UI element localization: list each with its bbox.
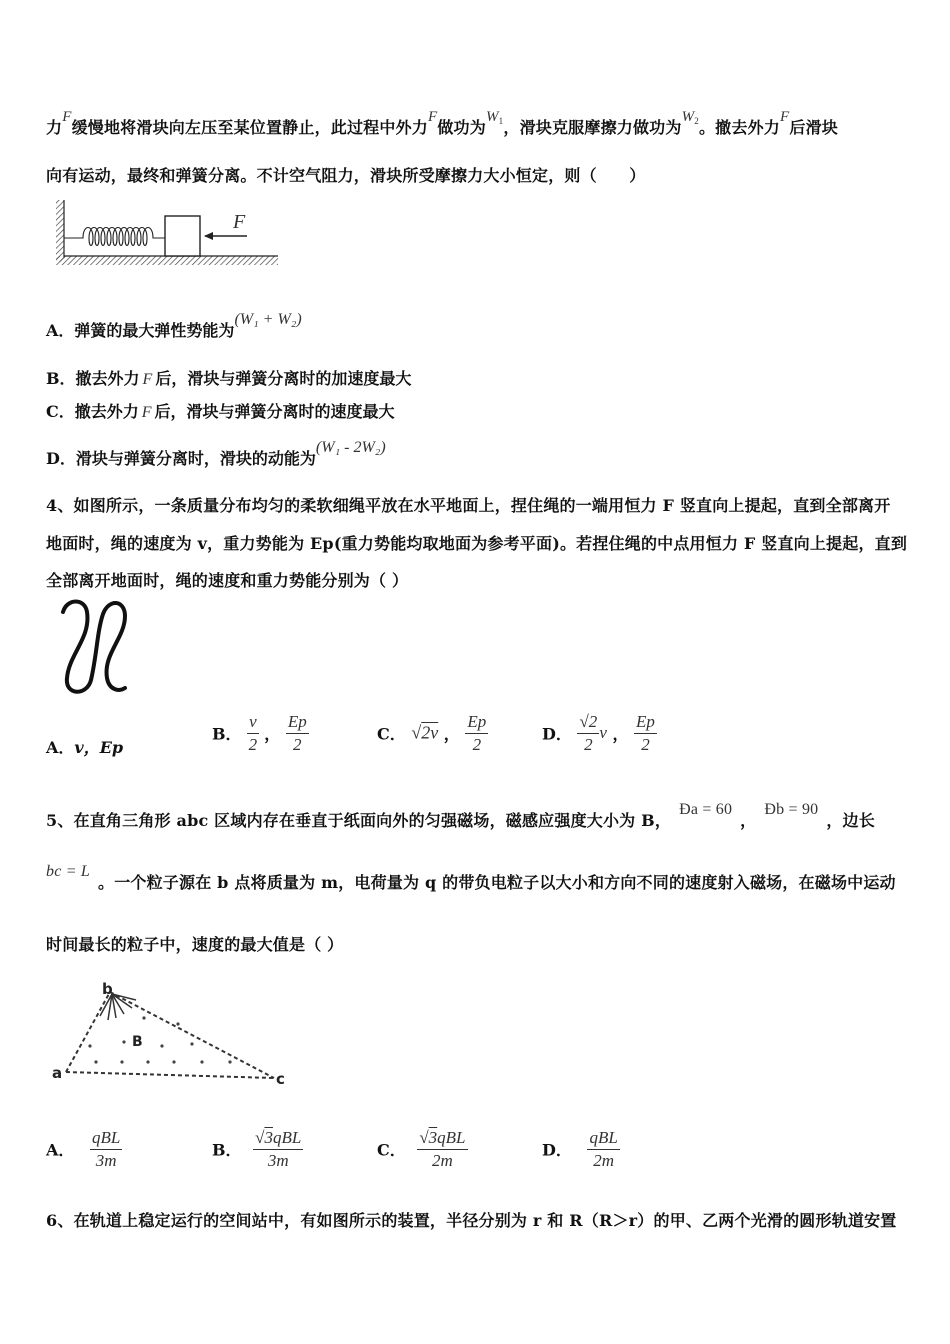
rope-figure xyxy=(55,598,135,698)
triangle-figure xyxy=(52,980,297,1090)
q5-option-a[interactable]: A． $\frac{\text{qBL}}{3m}$ xyxy=(46,1128,121,1170)
q5-stem-line3: 时间最长的粒子中，速度的最大值是（ ） xyxy=(46,935,344,954)
q5-option-d[interactable]: D． $\frac{\text{qBL}}{2m}$ xyxy=(542,1128,618,1170)
q5-option-c[interactable]: C． $\frac{\text{√3qBL}}{2m}$ xyxy=(377,1128,466,1170)
q4-option-d[interactable]: D． $\frac{√2}{2}$ v ， $\frac{Ep}{2}$ xyxy=(542,712,655,754)
spring-block-figure xyxy=(55,198,280,270)
var-F: F xyxy=(427,109,438,125)
spring xyxy=(64,228,165,246)
q4-stem-line3: 全部离开地面时，绳的速度和重力势能分别为（ ） xyxy=(46,571,409,590)
var-F: F xyxy=(62,109,72,125)
svg-text:B: B xyxy=(132,1034,143,1050)
angle-a: Ða = 60 xyxy=(679,801,733,818)
var-W1: $W_1$ xyxy=(485,109,504,126)
q4-stem-line2: 地面时，绳的速度为 v，重力势能为 Ep(重力势能均取地面为参考平面)。若捏住绳的中点用恒力 F 竖直向上提起，直到 xyxy=(46,534,908,553)
q4-option-a[interactable]: A．v，Ep xyxy=(46,738,124,757)
q3-stem-line2: 向有运动，最终和弹簧分离。不计空气阻力，滑块所受摩擦力大小恒定，则（ ） xyxy=(46,166,646,185)
q3-option-a[interactable]: A．弹簧的最大弹性势能为(W₁ + W₂) xyxy=(46,311,302,340)
q4-option-b[interactable]: B． $\frac{v}{2}$ ， $\frac{Ep}{2}$ xyxy=(212,712,307,754)
svg-text:b: b xyxy=(102,980,113,998)
svg-text:a: a xyxy=(52,1064,63,1082)
q3-stem-line1: 力F缓慢地将滑块向左压至某位置静止，此过程中外力F做功为$W_1$，滑块克服摩擦力做功为$W_2$。撤去外力F后滑块 xyxy=(46,109,838,137)
q5-stem-line2: bc = L。一个粒子源在 b 点将质量为 m，电荷量为 q 的带负电粒子以大小和方向不同的速度射入磁场，在磁场中运动 xyxy=(46,863,896,892)
q4-option-c[interactable]: C． √2v ， $\frac{Ep}{2}$ xyxy=(377,712,487,754)
ground xyxy=(56,256,278,265)
angle-b: Ðb = 90 xyxy=(764,801,819,818)
q3-option-b[interactable]: B．撤去外力 F 后，滑块与弹簧分离时的加速度最大 xyxy=(46,369,412,388)
q5-stem-line1: 5、在直角三角形 abc 区域内存在垂直于纸面向外的匀强磁场，磁感应强度大小为 B，Ða = 60，Ðb = 90，边长 xyxy=(46,801,875,830)
var-W2: $W_2$ xyxy=(681,109,699,126)
q3-option-c[interactable]: C．撤去外力 F 后，滑块与弹簧分离时的速度最大 xyxy=(46,402,395,421)
force-label: F xyxy=(233,211,246,233)
block xyxy=(165,216,200,256)
q5-option-b[interactable]: B． $\frac{\text{√3qBL}}{3m}$ xyxy=(212,1128,302,1170)
wall xyxy=(56,200,64,262)
var-F: F xyxy=(780,109,790,125)
q4-stem-line1: 4、如图所示，一条质量分布均匀的柔软细绳平放在水平地面上，捏住绳的一端用恒力 F 竖直向上提起，直到全部离开 xyxy=(46,496,891,515)
svg-text:c: c xyxy=(276,1070,285,1088)
q3-option-d[interactable]: D．滑块与弹簧分离时，滑块的动能为(W₁ - 2W₂) xyxy=(46,439,386,468)
q6-stem-line1: 6、在轨道上稳定运行的空间站中，有如图所示的装置，半径分别为 r 和 R（R＞r）的甲、乙两个光滑的圆形轨道安置 xyxy=(46,1211,897,1230)
bc-length: bc = L xyxy=(46,863,90,880)
